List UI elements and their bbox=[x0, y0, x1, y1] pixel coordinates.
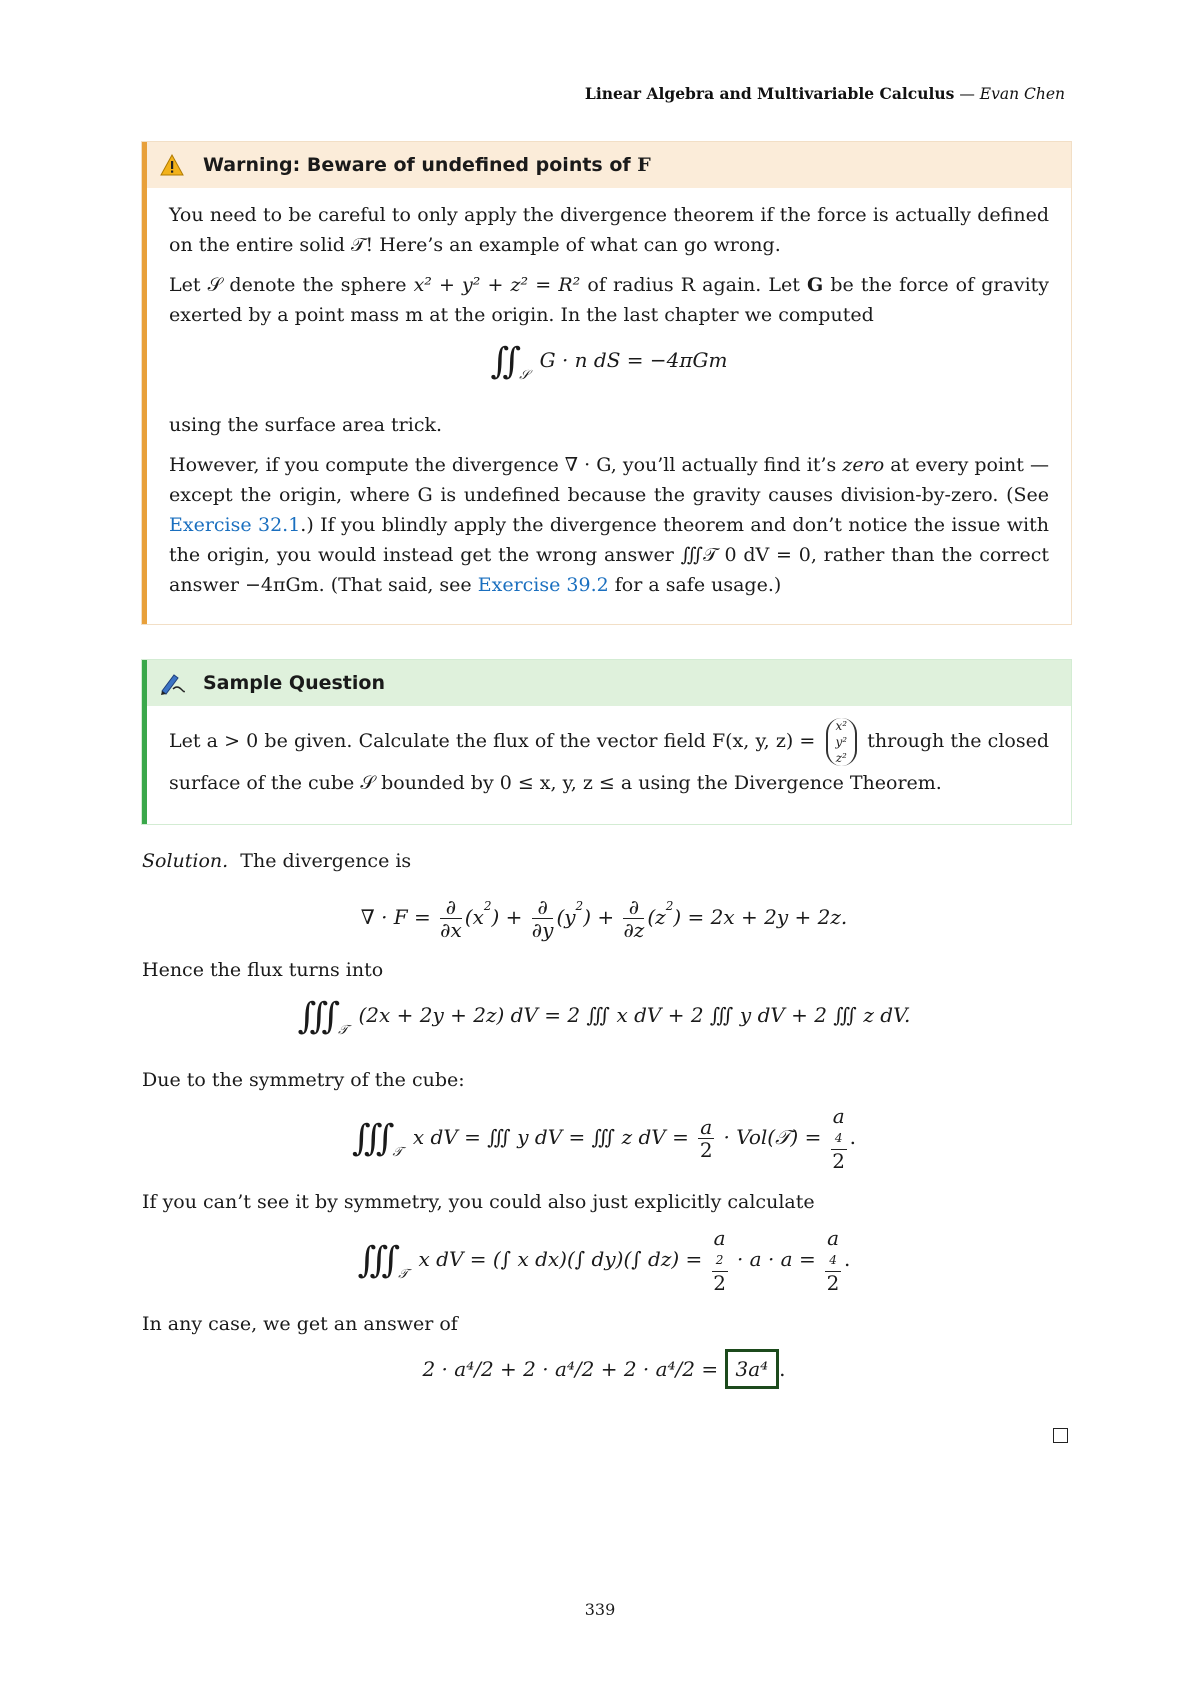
gravity-symbol: G bbox=[807, 274, 824, 296]
p4-text-c: .) If you blindly apply the divergence theorem and don’t notice the issue with the origin, you would instead get the wrong answer ∭𝒯 0 dV = 0, rather than the correct answer −4πGm. (That said, see bbox=[169, 514, 1049, 596]
vector-entry-y: y² bbox=[835, 735, 848, 749]
header-separator: — bbox=[954, 85, 980, 103]
solution-intro bbox=[142, 846, 1066, 876]
sample-question-box bbox=[142, 660, 1071, 824]
question-text-a: Let a > 0 be given. Calculate the flux of the vector field F(x, y, z) = bbox=[169, 730, 816, 752]
a-over-2: $\frac{a}{2}$ bbox=[699, 1115, 713, 1162]
surface-integral-rhs: G · n d𝑆 = −4πGm bbox=[539, 348, 728, 372]
p2-text-b: of radius R again. Let bbox=[587, 274, 800, 296]
final-answer-equation: 2 · a⁴/2 + 2 · a⁴/2 + 2 · a⁴/2 = 3a⁴ . bbox=[142, 1349, 1066, 1389]
p4-text-a: However, if you compute the divergence ∇ · G, you’ll actually find it’s bbox=[169, 454, 837, 476]
surface-integral-display bbox=[169, 340, 1049, 396]
integral-subscript: 𝒮 bbox=[519, 368, 530, 383]
sample-question-header bbox=[147, 660, 1071, 706]
triple-integral-sign: ∭ bbox=[297, 995, 333, 1037]
warning-header bbox=[147, 142, 1071, 188]
a2-over-2: a 2 2 bbox=[713, 1226, 726, 1295]
zero-emphasis: zero bbox=[842, 454, 885, 476]
symmetry-tail: · Vol(𝒯) = bbox=[723, 1125, 822, 1149]
triple-integral-sign-2: ∭ bbox=[351, 1117, 387, 1159]
solution-sentence-3: Due to the symmetry of the cube: bbox=[142, 1069, 465, 1091]
sphere-equation: x² + y² + z² = R² bbox=[413, 274, 581, 296]
solution-sentence-2: Hence the flux turns into bbox=[142, 959, 384, 981]
pencil-writing-icon bbox=[159, 670, 185, 696]
divergence-rhs: = 2x + 2y + 2z. bbox=[687, 905, 848, 929]
exercise-39-2-link[interactable]: Exercise 39.2 bbox=[477, 574, 609, 596]
solution-sentence-4: If you can’t see it by symmetry, you could also just explicitly calculate bbox=[142, 1191, 815, 1213]
p4-text-b: at every point — except the origin, where G is undefined because the gravity causes division-by-zero. (See bbox=[169, 454, 1049, 506]
p2-text-a: Let 𝒮 denote the sphere bbox=[169, 274, 407, 296]
vector-entry-z: z² bbox=[835, 751, 847, 765]
explicit-calculation-equation: ∭ $_𝒯$ x dV = (∫ x dx)(∫ dy)(∫ dz) = a 2 2 · a · a = a 4 2 . bbox=[357, 1226, 851, 1295]
solution-sentence-1: The divergence is bbox=[240, 850, 412, 872]
sample-question-body bbox=[147, 706, 1071, 824]
sample-question-title: Sample Question bbox=[203, 672, 385, 694]
partial-y: $\frac{\partial}{\partial y}$ bbox=[531, 895, 554, 942]
solution-sentence-5: In any case, we get an answer of bbox=[142, 1313, 458, 1335]
sample-question-text bbox=[169, 718, 1049, 800]
vector-entry-x: x² bbox=[835, 719, 848, 733]
final-lhs: 2 · a⁴/2 + 2 · a⁴/2 + 2 · a⁴/2 = bbox=[422, 1357, 719, 1381]
double-integral-sign: ∬ bbox=[490, 340, 514, 382]
flux-expansion: (2x + 2y + 2z) dV = 2 ∭ x dV + 2 ∭ y dV + 2 ∭ z dV. bbox=[358, 1003, 911, 1027]
partial-x: $\frac{\partial}{\partial x}$ bbox=[440, 895, 462, 942]
a4-over-2: a 4 2 bbox=[832, 1104, 846, 1173]
solution-section bbox=[142, 846, 1066, 1403]
qed-square bbox=[1053, 1428, 1068, 1443]
explicit-expression: x dV = (∫ x dx)(∫ dy)(∫ dz) = bbox=[418, 1247, 703, 1271]
p4-text-d: for a safe usage.) bbox=[614, 574, 782, 596]
warning-body bbox=[147, 188, 1071, 624]
page-number: 339 bbox=[584, 1600, 616, 1619]
solution-label: Solution. bbox=[142, 850, 229, 872]
divergence-equation: ∇ · F = $\frac{\partial}{\partial x}$ $(x^2)$ + $\frac{\partial}{\partial y}$ $(y^2)$ + $\frac{\partial}{\partial z}$ $(z^2) = 2x + 2y + 2z$. bbox=[360, 895, 848, 942]
boxed-answer: 3a⁴ bbox=[725, 1349, 780, 1389]
warning-paragraph-4 bbox=[169, 450, 1049, 600]
partial-z: $\frac{\partial}{\partial z}$ bbox=[623, 895, 645, 942]
exercise-32-1-link[interactable]: Exercise 32.1 bbox=[169, 514, 301, 536]
warning-paragraph-2 bbox=[169, 270, 1049, 330]
symmetry-expression: x dV = ∭ y dV = ∭ z dV = bbox=[412, 1125, 689, 1149]
vector-field-column bbox=[826, 718, 858, 766]
triple-integral-sign-3: ∭ bbox=[357, 1239, 393, 1281]
question-text-b: through the closed surface of the cube 𝒮 bounded by 0 ≤ x, y, z ≤ a using the Divergence Theorem. bbox=[169, 730, 1049, 794]
author-name: Evan Chen bbox=[979, 85, 1065, 103]
a4-over-2-b: a 4 2 bbox=[826, 1226, 840, 1295]
warning-icon bbox=[159, 152, 185, 178]
warning-title: Warning: Beware of undefined points of bbox=[203, 154, 631, 176]
flux-equation: ∭ $_𝒯$ (2x + 2y + 2z) dV = 2 ∭ x dV + 2 ∭ y dV + 2 ∭ z dV. bbox=[297, 995, 911, 1038]
warning-box bbox=[142, 142, 1071, 624]
symmetry-equation: ∭ $_𝒯$ x dV = ∭ y dV = ∭ z dV = $\frac{a}{2}$ · Vol(𝒯) = a 4 2 . bbox=[351, 1104, 856, 1173]
book-title: Linear Algebra and Multivariable Calculus bbox=[584, 84, 955, 103]
divergence-lhs: ∇ · F = bbox=[360, 905, 431, 929]
warning-title-symbol: F bbox=[637, 154, 651, 176]
warning-paragraph-3: using the surface area trick. bbox=[169, 414, 443, 436]
warning-paragraph-1: You need to be careful to only apply the divergence theorem if the force is actually defined on the entire solid 𝒯! Here’s an example of what can go wrong. bbox=[169, 204, 1049, 256]
p2-text-c: be the force of gravity exerted by a point mass m at the origin. In the last chapter we computed bbox=[169, 274, 1050, 326]
running-header bbox=[585, 84, 1065, 103]
explicit-tail: · a · a = bbox=[736, 1247, 816, 1271]
